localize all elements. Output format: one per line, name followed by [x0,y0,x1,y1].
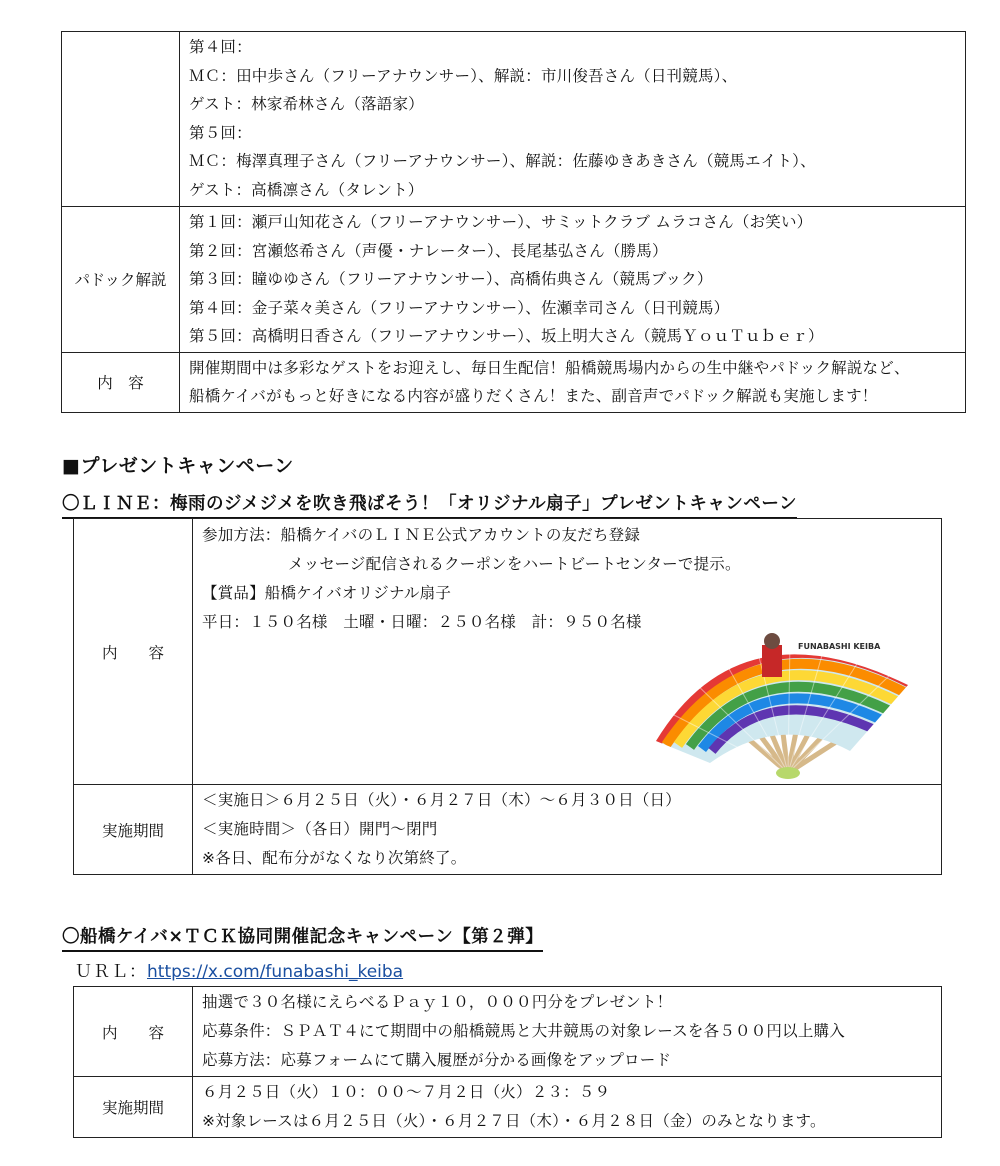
paddock-line: 第４回：金子菜々美さん（フリーアナウンサー）、佐瀬幸司さん（日刊競馬） [189,298,730,317]
paddock-line: 第２回：宮瀬悠希さん（声優・ナレーター）、長尾基弘さん（勝馬） [189,241,668,260]
method-line-2: メッセージ配信されるクーポンをハートビートセンターで提示。 [288,555,741,573]
tck-content-cell [193,987,942,1077]
paddock-list-cell [180,207,966,353]
guest-line: ゲスト：林家希林さん（落語家） [189,95,424,113]
tck-period-label: 実施期間 [74,1077,193,1138]
url-row [75,957,403,982]
guest-line: 第５回： [189,123,252,142]
tck-period-cell [193,1077,942,1138]
tck-campaign-title: 〇船橋ケイバ×ＴＣＫ協同開催記念キャンペーン【第２弾】 [62,923,543,952]
content-line: 船橋ケイバがもっと好きになる内容が盛りだくさん！また、副音声でパドック解説も実施します！ [189,387,878,405]
tck-campaign-table [73,986,942,1138]
section-title: ■プレゼントキャンペーン [62,455,294,477]
method-line: 参加方法：船橋ケイバのＬＩＮＥ公式アカウントの友だち登録 [202,526,641,544]
content-cell [180,352,966,412]
guest-line: 第４回： [189,38,252,56]
line-period-label: 実施期間 [74,785,193,875]
line-period-cell [193,785,942,875]
line-campaign-table [73,518,942,875]
line-content-label: 内 容 [74,519,193,785]
paddock-line: 第１回：瀬戸山知花さん（フリーアナウンサー）、サミットクラブ ムラコさん（お笑い） [189,213,813,231]
prize-line: 【賞品】船橋ケイバオリジナル扇子 [202,584,452,602]
url-label: ＵＲＬ： [75,962,147,982]
tck-content-label: 内 容 [74,987,193,1077]
paddock-line: 第３回：瞳ゆゆさん（フリーアナウンサー）、高橋佑典さん（競馬ブック） [189,270,713,288]
tck-content-line: 応募方法：応募フォームにて購入履歴が分かる画像をアップロード [202,1051,672,1069]
content-label: 内 容 [62,352,180,412]
tck-period-line: ※対象レースは６月２５日（火）・６月２７日（木）・６月２８日（金）のみとなります。 [202,1112,826,1130]
campaign-url-link[interactable]: https://x.com/funabashi_keiba [147,962,404,982]
line-content-cell [193,519,942,785]
guest-line: ＭＣ：梅澤真理子さん（フリーアナウンサー）、解説：佐藤ゆきあきさん（競馬エイト）、 [189,152,816,170]
count-line: 平日：１５０名様 土曜・日曜：２５０名様 計：９５０名様 [202,613,642,631]
guest-line: ＭＣ：田中歩さん（フリーアナウンサー）、解説：市川俊吾さん（日刊競馬）、 [189,66,738,85]
fan-svg [650,623,918,783]
line-campaign-title: 〇ＬＩＮＥ：梅雨のジメジメを吹き飛ばそう！「オリジナル扇子」プレゼントキャンペーン [62,490,797,519]
empty-label-cell [62,32,180,207]
period-line: ＜実施日＞６月２５日（火）・６月２７日（木）～６月３０日（日） [202,791,681,809]
tck-content-line: 応募条件：ＳＰＡＴ４にて期間中の船橋競馬と大井競馬の対象レースを各５００円以上購入 [202,1022,845,1040]
paddock-line: 第５回：高橋明日香さん（フリーアナウンサー）、坂上明大さん（競馬ＹｏｕＴｕｂｅｒ） [189,327,824,345]
tck-period-line: ６月２５日（火）１０：００～７月２日（火）２３：５９ [202,1083,611,1101]
broadcast-table [61,31,966,413]
tck-content-line: 抽選で３０名様にえらべるＰａｙ１０，０００円分をプレゼント！ [202,993,673,1011]
fan-logo-text: FUNABASHI KEIBA [798,642,881,651]
period-line: ※各日、配布分がなくなり次第終了。 [202,849,467,867]
guest-list-cell [180,32,966,207]
paddock-label: パドック解説 [62,207,180,353]
period-line: ＜実施時間＞（各日）開門～閉門 [202,820,438,838]
folding-fan-image [650,623,918,783]
guest-line: ゲスト：高橋凛さん（タレント） [189,180,424,199]
content-line: 開催期間中は多彩なゲストをお迎えし、毎日生配信！船橋競馬場内からの生中継やパドック解説など、 [189,358,910,377]
